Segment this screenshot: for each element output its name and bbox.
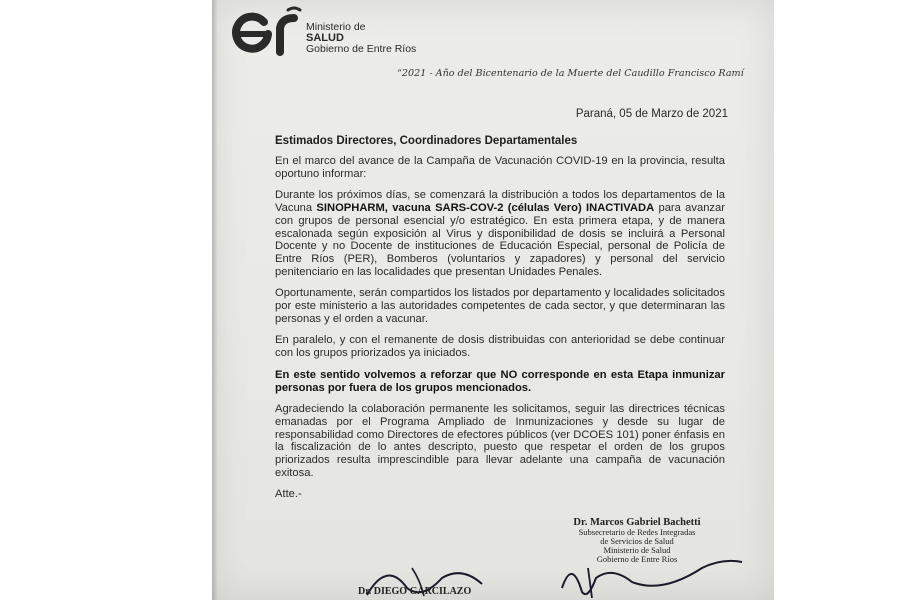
signer-title-line-4: Gobierno de Entre Ríos (596, 554, 678, 564)
ministry-logo (228, 4, 308, 56)
salutation: Estimados Directores, Coordinadores Departamentales (275, 135, 578, 147)
er-logo-icon (228, 4, 308, 56)
ministry-name (306, 22, 416, 55)
paragraph-5-bold: En este sentido volvemos a reforzar que NO corresponde en esta Etapa inmunizar personas por fuera de los grupos mencionados. (275, 368, 725, 394)
paragraph-5 (275, 369, 725, 394)
letter-page (212, 0, 774, 600)
year-motto: “2021 - Año del Bicentenario de la Muerte del Caudillo Francisco Ramí (397, 68, 744, 79)
signer-name-left: Dr. DIEGO GARCILAZO (358, 586, 472, 597)
ministry-line-1: Ministerio de (306, 21, 366, 33)
ministry-line-2: SALUD (306, 32, 344, 44)
paragraph-2-end: para avanzar con grupos de personal esencial y/o estratégico. En esta primera etapa, y de manera escalonada según exposición al Virus y disponibilidad de dosis se incluirá a Personal Docente y no Docente de instituciones de Educación Especial, personal de Policía de Entre Ríos (PER), Bomberos (voluntarios y zapadores) y personal del servicio penitenciario en las localidades que presentan Unidades Penales. (275, 202, 725, 278)
signer-title-line-3: Ministerio de Salud (603, 545, 671, 555)
vaccine-name: SINOPHARM, vacuna SARS-COV-2 (células Vero) INACTIVADA (316, 202, 655, 215)
ministry-line-3: Gobierno de Entre Ríos (306, 43, 417, 55)
letter-body (275, 155, 725, 510)
closing: Atte.- (275, 488, 302, 501)
paragraph-2-start: Durante los próximos días, se comenzará la distribución a todos los departamentos de la Vacuna (275, 189, 725, 215)
paragraph-6: Agradeciendo la colaboración permanente les solicitamos, seguir las directrices técnicas emanadas por el Programa Ampliado de Inmunizaciones y desde su lugar de responsabilidad como Directores de efectores públicos (ver DCOES 101) poner énfasis en la fiscalización de lo antes descripto, puesto que respetar el orden de los grupos priorizados resulta imprescindible para llevar adelante una campaña de vacunación exitosa. (275, 403, 725, 479)
signature-block-right (522, 517, 752, 564)
paragraph-4: En paralelo, y con el remanente de dosis distribuidas con anterioridad se debe continuar con los grupos priorizados ya iniciados. (275, 334, 725, 360)
signer-name-right: Dr. Marcos Gabriel Bachetti (573, 517, 701, 528)
paragraph-3: Oportunamente, serán compartidos los listados por departamento y localidades solicitados por este ministerio a las autoridades competentes de cada sector, y que determinaran las personas y el orden a vacunar. (275, 287, 725, 325)
letter-date: Paraná, 05 de Marzo de 2021 (575, 108, 728, 120)
signer-title-line-2: de Servicios de Salud (600, 536, 674, 546)
paragraph-2 (275, 189, 725, 278)
signer-title-line-1: Subsecretario de Redes Integradas (578, 527, 696, 537)
paragraph-1: En el marco del avance de la Campaña de Vacunación COVID-19 en la provincia, resulta oportuno informar: (275, 155, 725, 180)
